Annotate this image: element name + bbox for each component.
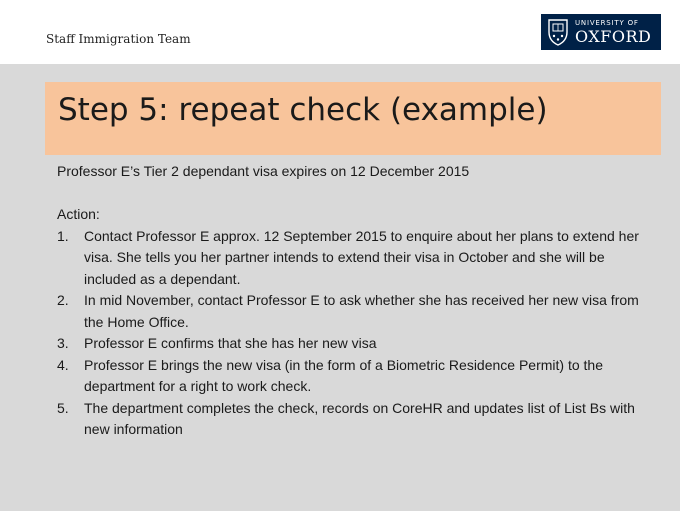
step-text: Professor E confirms that she has her new visa — [84, 335, 377, 351]
list-item — [57, 398, 647, 441]
oxford-crest-icon — [547, 18, 569, 46]
step-text: Professor E brings the new visa (in the form of a Biometric Residence Permit) to the department for a right to work check. — [84, 356, 603, 394]
slide-content — [57, 161, 647, 441]
step-text: The department completes the check, records on CoreHR and updates list of List Bs with new information — [84, 399, 635, 437]
action-label: Action: — [57, 206, 100, 222]
title-bar — [45, 82, 661, 155]
logo-line-1: UNIVERSITY OF — [575, 18, 639, 27]
slide-body — [0, 64, 680, 511]
list-item — [57, 290, 647, 333]
action-steps-list — [57, 226, 647, 441]
step-number: 1. — [57, 227, 69, 244]
logo-line-2: OXFORD — [575, 26, 652, 46]
list-item — [57, 355, 647, 398]
list-item — [57, 333, 647, 355]
team-name: Staff Immigration Team — [46, 32, 191, 46]
step-text: In mid November, contact Professor E to ask whether she has received her new visa from the Home Office. — [84, 292, 639, 330]
step-text: Contact Professor E approx. 12 September 2015 to enquire about her plans to extend her visa. She tells you her partner intends to extend their visa in October and she will be included as a dependant. — [84, 227, 639, 287]
oxford-logo — [541, 14, 661, 50]
step-number: 5. — [57, 399, 69, 416]
header — [0, 0, 680, 64]
list-item — [57, 226, 647, 291]
intro-text: Professor E’s Tier 2 dependant visa expires on 12 December 2015 — [57, 163, 470, 179]
step-number: 4. — [57, 356, 69, 373]
slide-title: Step 5: repeat check (example) — [58, 92, 548, 128]
step-number: 3. — [57, 335, 69, 351]
step-number: 2. — [57, 292, 69, 308]
